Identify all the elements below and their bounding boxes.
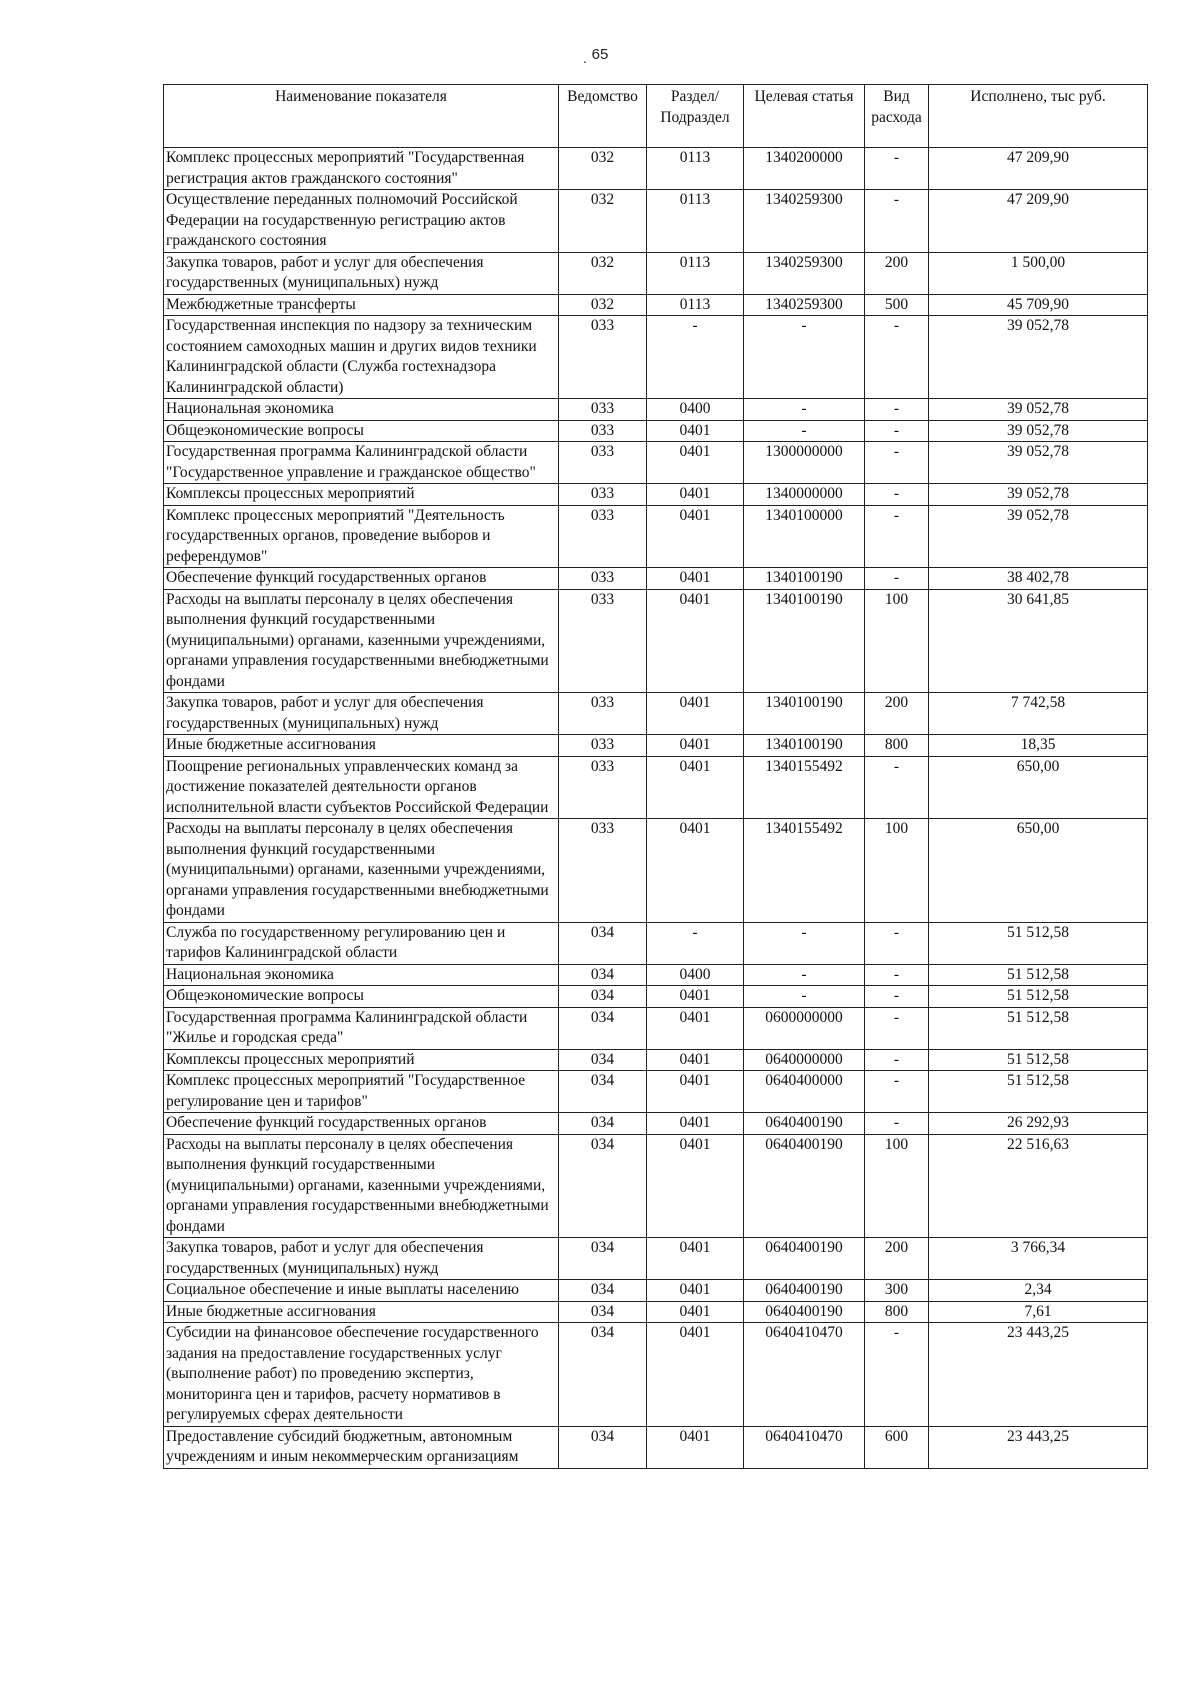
row-name-cell: Государственная программа Калининградской области "Жилье и городская среда" xyxy=(164,1007,559,1049)
table-row xyxy=(164,986,1148,1008)
row-target-cell: 1340100000 xyxy=(744,505,865,568)
table-row xyxy=(164,442,1148,484)
row-amount-cell: 39 052,78 xyxy=(929,505,1148,568)
row-name-cell: Закупка товаров, работ и услуг для обеспечения государственных (муниципальных) нужд xyxy=(164,252,559,294)
row-amount-cell: 51 512,58 xyxy=(929,1007,1148,1049)
row-amount-cell: 18,35 xyxy=(929,735,1148,757)
row-section-cell: 0401 xyxy=(647,819,744,923)
row-target-cell: 1340100190 xyxy=(744,693,865,735)
row-amount-cell: 38 402,78 xyxy=(929,568,1148,590)
row-name-cell: Расходы на выплаты персоналу в целях обеспечения выполнения функций государственными (муниципальными) органами, казенными учреждениями, органами управления государственными внебюджетными фондами xyxy=(164,1134,559,1238)
row-kind-cell: - xyxy=(865,190,929,253)
row-dept-cell: 033 xyxy=(559,756,647,819)
row-section-cell: 0401 xyxy=(647,442,744,484)
row-name-cell: Комплексы процессных мероприятий xyxy=(164,484,559,506)
row-amount-cell: 7,61 xyxy=(929,1301,1148,1323)
row-name-cell: Комплексы процессных мероприятий xyxy=(164,1049,559,1071)
row-target-cell: 1300000000 xyxy=(744,442,865,484)
row-amount-cell: 2,34 xyxy=(929,1280,1148,1302)
header-target: Целевая статья xyxy=(744,85,865,148)
row-dept-cell: 033 xyxy=(559,693,647,735)
row-section-cell: 0113 xyxy=(647,148,744,190)
row-dept-cell: 034 xyxy=(559,1071,647,1113)
row-name-cell: Комплекс процессных мероприятий "Государственное регулирование цен и тарифов" xyxy=(164,1071,559,1113)
row-section-cell: 0113 xyxy=(647,190,744,253)
row-target-cell: - xyxy=(744,964,865,986)
row-dept-cell: 033 xyxy=(559,819,647,923)
row-name-cell: Иные бюджетные ассигнования xyxy=(164,735,559,757)
row-name-cell: Расходы на выплаты персоналу в целях обеспечения выполнения функций государственными (муниципальными) органами, казенными учреждениями, органами управления государственными внебюджетными фондами xyxy=(164,819,559,923)
row-amount-cell: 47 209,90 xyxy=(929,148,1148,190)
row-target-cell: 0640000000 xyxy=(744,1049,865,1071)
table-row xyxy=(164,1113,1148,1135)
row-dept-cell: 032 xyxy=(559,252,647,294)
row-dept-cell: 033 xyxy=(559,735,647,757)
row-amount-cell: 51 512,58 xyxy=(929,1071,1148,1113)
row-section-cell: 0401 xyxy=(647,420,744,442)
row-target-cell: 1340155492 xyxy=(744,756,865,819)
row-section-cell: 0401 xyxy=(647,1113,744,1135)
page-number xyxy=(0,46,1200,66)
row-target-cell: 1340259300 xyxy=(744,190,865,253)
row-amount-cell: 7 742,58 xyxy=(929,693,1148,735)
row-kind-cell: 200 xyxy=(865,693,929,735)
row-amount-cell: 51 512,58 xyxy=(929,986,1148,1008)
row-name-cell: Служба по государственному регулированию цен и тарифов Калининградской области xyxy=(164,922,559,964)
row-kind-cell: 100 xyxy=(865,589,929,693)
row-kind-cell: - xyxy=(865,568,929,590)
row-name-cell: Социальное обеспечение и иные выплаты населению xyxy=(164,1280,559,1302)
table-row xyxy=(164,420,1148,442)
table-row xyxy=(164,484,1148,506)
row-target-cell: 0640400190 xyxy=(744,1301,865,1323)
row-amount-cell: 51 512,58 xyxy=(929,1049,1148,1071)
row-name-cell: Государственная инспекция по надзору за техническим состоянием самоходных машин и других видов техники Калининградской области (Служба гостехнадзора Калининградской области) xyxy=(164,316,559,399)
table-row xyxy=(164,819,1148,923)
row-target-cell: 1340100190 xyxy=(744,589,865,693)
row-section-cell: - xyxy=(647,316,744,399)
row-section-cell: 0401 xyxy=(647,1280,744,1302)
row-section-cell: 0400 xyxy=(647,964,744,986)
row-kind-cell: - xyxy=(865,420,929,442)
row-dept-cell: 034 xyxy=(559,1134,647,1238)
page-number-text: 65 xyxy=(591,46,609,63)
row-amount-cell: 51 512,58 xyxy=(929,964,1148,986)
row-amount-cell: 51 512,58 xyxy=(929,922,1148,964)
row-dept-cell: 034 xyxy=(559,1007,647,1049)
row-section-cell: 0401 xyxy=(647,1426,744,1468)
row-name-cell: Осуществление переданных полномочий Российской Федерации на государственную регистрацию актов гражданского состояния xyxy=(164,190,559,253)
row-section-cell: 0113 xyxy=(647,294,744,316)
row-target-cell: 1340200000 xyxy=(744,148,865,190)
row-kind-cell: 200 xyxy=(865,252,929,294)
row-name-cell: Национальная экономика xyxy=(164,964,559,986)
row-section-cell: 0400 xyxy=(647,399,744,421)
row-amount-cell: 650,00 xyxy=(929,819,1148,923)
row-target-cell: 0640400190 xyxy=(744,1280,865,1302)
row-name-cell: Комплекс процессных мероприятий "Деятельность государственных органов, проведение выборов и референдумов" xyxy=(164,505,559,568)
row-target-cell: 1340259300 xyxy=(744,294,865,316)
row-amount-cell: 39 052,78 xyxy=(929,420,1148,442)
row-name-cell: Иные бюджетные ассигнования xyxy=(164,1301,559,1323)
row-amount-cell: 39 052,78 xyxy=(929,484,1148,506)
row-kind-cell: 500 xyxy=(865,294,929,316)
row-amount-cell: 47 209,90 xyxy=(929,190,1148,253)
row-dept-cell: 033 xyxy=(559,316,647,399)
table-row xyxy=(164,1426,1148,1468)
row-section-cell: 0401 xyxy=(647,1049,744,1071)
row-kind-cell: 800 xyxy=(865,1301,929,1323)
table-row xyxy=(164,1071,1148,1113)
row-kind-cell: 100 xyxy=(865,819,929,923)
row-dept-cell: 034 xyxy=(559,1323,647,1427)
row-name-cell: Расходы на выплаты персоналу в целях обеспечения выполнения функций государственными (муниципальными) органами, казенными учреждениями, органами управления государственными внебюджетными фондами xyxy=(164,589,559,693)
row-name-cell: Закупка товаров, работ и услуг для обеспечения государственных (муниципальных) нужд xyxy=(164,693,559,735)
row-amount-cell: 39 052,78 xyxy=(929,316,1148,399)
table-row xyxy=(164,294,1148,316)
row-amount-cell: 39 052,78 xyxy=(929,399,1148,421)
row-dept-cell: 032 xyxy=(559,190,647,253)
row-target-cell: 1340000000 xyxy=(744,484,865,506)
row-dept-cell: 034 xyxy=(559,986,647,1008)
row-dept-cell: 033 xyxy=(559,568,647,590)
row-name-cell: Закупка товаров, работ и услуг для обеспечения государственных (муниципальных) нужд xyxy=(164,1238,559,1280)
row-section-cell: 0401 xyxy=(647,735,744,757)
row-dept-cell: 034 xyxy=(559,964,647,986)
row-amount-cell: 3 766,34 xyxy=(929,1238,1148,1280)
row-dept-cell: 033 xyxy=(559,589,647,693)
header-name: Наименование показателя xyxy=(164,85,559,148)
row-kind-cell: - xyxy=(865,505,929,568)
row-amount-cell: 22 516,63 xyxy=(929,1134,1148,1238)
row-target-cell: - xyxy=(744,420,865,442)
row-amount-cell: 45 709,90 xyxy=(929,294,1148,316)
row-name-cell: Поощрение региональных управленческих команд за достижение показателей деятельности органов исполнительной власти субъектов Российской Федерации xyxy=(164,756,559,819)
row-name-cell: Межбюджетные трансферты xyxy=(164,294,559,316)
row-amount-cell: 39 052,78 xyxy=(929,442,1148,484)
row-kind-cell: - xyxy=(865,148,929,190)
row-kind-cell: - xyxy=(865,1113,929,1135)
table-row xyxy=(164,964,1148,986)
row-kind-cell: 200 xyxy=(865,1238,929,1280)
row-dept-cell: 034 xyxy=(559,1426,647,1468)
row-name-cell: Обеспечение функций государственных органов xyxy=(164,1113,559,1135)
row-target-cell: 0640400190 xyxy=(744,1134,865,1238)
row-kind-cell: - xyxy=(865,1007,929,1049)
row-kind-cell: - xyxy=(865,442,929,484)
table-row xyxy=(164,252,1148,294)
row-dept-cell: 033 xyxy=(559,420,647,442)
table-row xyxy=(164,693,1148,735)
table-row xyxy=(164,1134,1148,1238)
row-section-cell: 0401 xyxy=(647,1071,744,1113)
row-section-cell: 0401 xyxy=(647,756,744,819)
row-kind-cell: - xyxy=(865,922,929,964)
row-amount-cell: 23 443,25 xyxy=(929,1323,1148,1427)
row-section-cell: 0401 xyxy=(647,1301,744,1323)
row-target-cell: - xyxy=(744,986,865,1008)
table-row xyxy=(164,1280,1148,1302)
table-row xyxy=(164,399,1148,421)
row-kind-cell: - xyxy=(865,964,929,986)
row-section-cell: 0401 xyxy=(647,484,744,506)
table-row xyxy=(164,505,1148,568)
row-section-cell: 0401 xyxy=(647,1007,744,1049)
row-amount-cell: 26 292,93 xyxy=(929,1113,1148,1135)
row-target-cell: 1340155492 xyxy=(744,819,865,923)
row-target-cell: 1340259300 xyxy=(744,252,865,294)
row-dept-cell: 034 xyxy=(559,1113,647,1135)
row-section-cell: 0401 xyxy=(647,568,744,590)
row-kind-cell: - xyxy=(865,1323,929,1427)
row-target-cell: 0600000000 xyxy=(744,1007,865,1049)
row-target-cell: - xyxy=(744,399,865,421)
row-name-cell: Субсидии на финансовое обеспечение государственного задания на предоставление государственных услуг (выполнение работ) по проведению экспертиз, мониторинга цен и тарифов, расчету нормативов в регулируемых сферах деятельности xyxy=(164,1323,559,1427)
header-kind: Вид расхода xyxy=(865,85,929,148)
row-dept-cell: 033 xyxy=(559,505,647,568)
row-section-cell: 0401 xyxy=(647,505,744,568)
row-kind-cell: 100 xyxy=(865,1134,929,1238)
table-row xyxy=(164,1238,1148,1280)
row-name-cell: Комплекс процессных мероприятий "Государственная регистрация актов гражданского состояния" xyxy=(164,148,559,190)
row-section-cell: 0401 xyxy=(647,1238,744,1280)
page-mark: . xyxy=(583,50,587,66)
table-row xyxy=(164,190,1148,253)
row-amount-cell: 1 500,00 xyxy=(929,252,1148,294)
table-body xyxy=(164,148,1148,1469)
header-dept: Ведомство xyxy=(559,85,647,148)
row-name-cell: Государственная программа Калининградской области "Государственное управление и гражданское общество" xyxy=(164,442,559,484)
row-dept-cell: 034 xyxy=(559,1301,647,1323)
header-amount: Исполнено, тыс руб. xyxy=(929,85,1148,148)
row-target-cell: 0640400190 xyxy=(744,1238,865,1280)
table-row xyxy=(164,316,1148,399)
row-name-cell: Обеспечение функций государственных органов xyxy=(164,568,559,590)
row-target-cell: 1340100190 xyxy=(744,568,865,590)
row-section-cell: 0113 xyxy=(647,252,744,294)
row-dept-cell: 033 xyxy=(559,484,647,506)
row-target-cell: 0640400190 xyxy=(744,1113,865,1135)
row-kind-cell: - xyxy=(865,1071,929,1113)
row-target-cell: 0640400000 xyxy=(744,1071,865,1113)
row-name-cell: Общеэкономические вопросы xyxy=(164,986,559,1008)
row-section-cell: 0401 xyxy=(647,693,744,735)
row-kind-cell: 600 xyxy=(865,1426,929,1468)
row-section-cell: 0401 xyxy=(647,1323,744,1427)
row-dept-cell: 032 xyxy=(559,294,647,316)
row-section-cell: - xyxy=(647,922,744,964)
table-row xyxy=(164,568,1148,590)
row-target-cell: 1340100190 xyxy=(744,735,865,757)
row-dept-cell: 034 xyxy=(559,1049,647,1071)
row-name-cell: Национальная экономика xyxy=(164,399,559,421)
row-amount-cell: 650,00 xyxy=(929,756,1148,819)
row-kind-cell: - xyxy=(865,484,929,506)
row-kind-cell: - xyxy=(865,756,929,819)
row-target-cell: - xyxy=(744,922,865,964)
table-row xyxy=(164,148,1148,190)
row-amount-cell: 23 443,25 xyxy=(929,1426,1148,1468)
row-target-cell: - xyxy=(744,316,865,399)
row-target-cell: 0640410470 xyxy=(744,1426,865,1468)
row-dept-cell: 034 xyxy=(559,1280,647,1302)
header-section: Раздел/ Подраздел xyxy=(647,85,744,148)
table-row xyxy=(164,756,1148,819)
row-dept-cell: 032 xyxy=(559,148,647,190)
row-kind-cell: 800 xyxy=(865,735,929,757)
table-row xyxy=(164,1301,1148,1323)
row-target-cell: 0640410470 xyxy=(744,1323,865,1427)
row-kind-cell: 300 xyxy=(865,1280,929,1302)
table-row xyxy=(164,1007,1148,1049)
budget-execution-table xyxy=(163,84,1148,1469)
row-kind-cell: - xyxy=(865,399,929,421)
table-row xyxy=(164,735,1148,757)
row-section-cell: 0401 xyxy=(647,1134,744,1238)
row-kind-cell: - xyxy=(865,1049,929,1071)
table-row xyxy=(164,1049,1148,1071)
table-row xyxy=(164,1323,1148,1427)
row-dept-cell: 033 xyxy=(559,442,647,484)
row-dept-cell: 033 xyxy=(559,399,647,421)
row-kind-cell: - xyxy=(865,986,929,1008)
row-dept-cell: 034 xyxy=(559,922,647,964)
row-name-cell: Предоставление субсидий бюджетным, автономным учреждениям и иным некоммерческим организациям xyxy=(164,1426,559,1468)
table-row xyxy=(164,922,1148,964)
table-header-row xyxy=(164,85,1148,148)
row-kind-cell: - xyxy=(865,316,929,399)
row-section-cell: 0401 xyxy=(647,986,744,1008)
row-dept-cell: 034 xyxy=(559,1238,647,1280)
row-section-cell: 0401 xyxy=(647,589,744,693)
row-amount-cell: 30 641,85 xyxy=(929,589,1148,693)
table-row xyxy=(164,589,1148,693)
row-name-cell: Общеэкономические вопросы xyxy=(164,420,559,442)
